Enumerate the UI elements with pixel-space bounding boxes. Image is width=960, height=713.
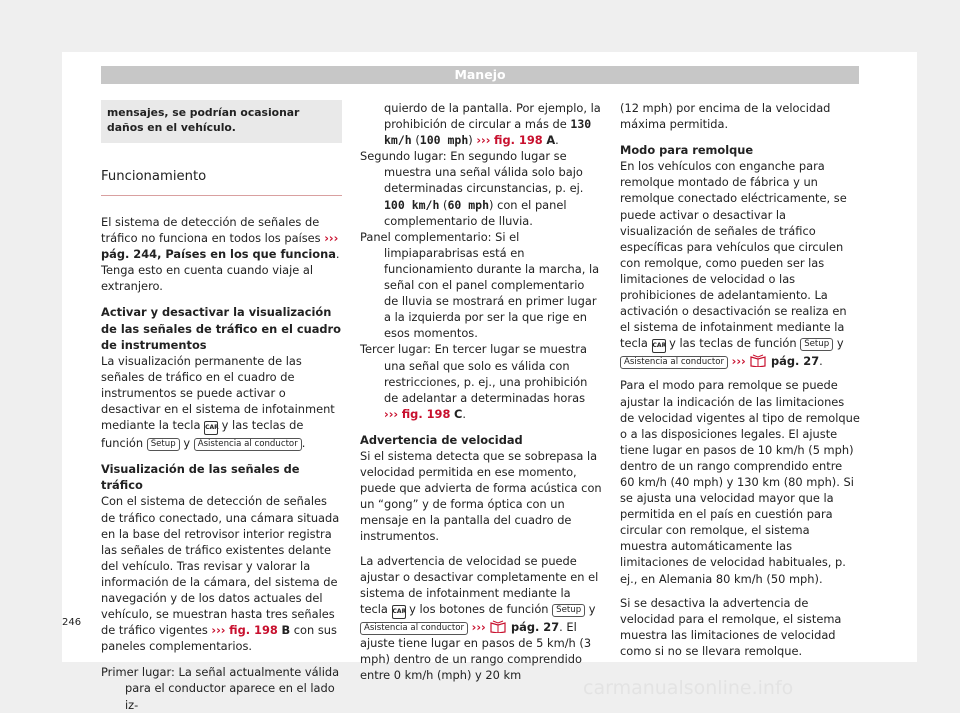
list-item: Tercer lugar: En tercer lugar se muestra una señal que solo es válida con restricciones, p. ej., una prohibición de adelantar a determinadas horas ››› fig. 198 C. bbox=[360, 342, 588, 421]
car-key-icon: CAR bbox=[392, 605, 406, 619]
cross-ref-link[interactable]: pág. 244, Países en los que funciona bbox=[101, 247, 336, 262]
paragraph: Si el sistema detecta que se sobrepasa la velocidad permitida en ese momento, puede que advierta de forma acústica con un “gong” y de forma óptica con un mensaje en la pantalla del cuadro de instrumentos. bbox=[360, 448, 602, 544]
subheading: Visualización de las señales de tráfico bbox=[101, 462, 300, 493]
paragraph: En los vehículos con enganche para remolque montado de fábrica y un remolque conectado eléctricamente, se puede activar o desactivar la visualización de señales de tráfico específicas para vehículos que circulen con remolque, como pueden ser las limitaciones de velocidad o las prohibiciones de adelantamiento. La activación o desactivación se realiza en el sistema de infotainment mediante la tecla CAR y las teclas de función Setup y Asistencia al conductor ››› pág. 27. bbox=[620, 159, 847, 369]
list-item-continuation: quierdo de la pantalla. Por ejemplo, la prohibición de circular a más de 130 km/h (100 mph) ››› fig. 198 A. bbox=[384, 101, 601, 148]
driver-assist-button-icon: Asistencia al conductor bbox=[360, 622, 468, 635]
warning-box: mensajes, se podrían ocasionar daños en el vehículo. bbox=[101, 100, 342, 143]
list-item: Primer lugar: La señal actualmente válida para el conductor aparece en el lado iz- bbox=[101, 665, 340, 712]
column-2 bbox=[360, 100, 602, 683]
setup-button-icon: Setup bbox=[800, 338, 833, 351]
paragraph: Si se desactiva la advertencia de velocidad para el remolque, el sistema muestra las limitaciones de velocidad como si no se llevara remolque. bbox=[620, 595, 842, 658]
page-link[interactable]: pág. 27 bbox=[771, 354, 820, 369]
cross-ref-arrows: ››› bbox=[324, 231, 339, 246]
driver-assist-button-icon: Asistencia al conductor bbox=[620, 356, 728, 369]
driver-assist-button-icon: Asistencia al conductor bbox=[194, 438, 302, 451]
list-item: Segundo lugar: En segundo lugar se muestra una señal válida solo bajo determinadas circunstancias, p. ej. 100 km/h (60 mph) con el panel complementario de lluvia. bbox=[360, 149, 584, 228]
manual-book-icon bbox=[749, 354, 767, 367]
section-title: Funcionamiento bbox=[101, 169, 342, 196]
paragraph: La visualización permanente de las señales de tráfico en el cuadro de instrumentos se puede activar o desactivar en el sistema de infotainment mediante la tecla CAR y las teclas de función Setup y Asistencia al conductor . bbox=[101, 353, 335, 451]
column-3 bbox=[620, 100, 860, 659]
car-key-icon: CAR bbox=[652, 339, 666, 353]
figure-link[interactable]: fig. 198 bbox=[401, 406, 451, 421]
paragraph: El sistema de detección de señales de tráfico no funciona en todos los países ››› pág. 244, Países en los que funciona. Tenga esto en cuenta cuando viaje al extranjero. bbox=[101, 215, 340, 294]
page-link[interactable]: pág. 27 bbox=[511, 619, 560, 634]
subheading: Activar y desactivar la visualización de las señales de tráfico en el cuadro de instrumentos bbox=[101, 305, 341, 352]
watermark: carmanualsonline.info bbox=[583, 677, 794, 699]
figure-link[interactable]: fig. 198 bbox=[229, 623, 278, 638]
column-1 bbox=[101, 100, 342, 713]
car-key-icon: CAR bbox=[204, 421, 218, 435]
list-item: Panel complementario: Si el limpiaparabrisas está en funcionamiento durante la marcha, la señal con el panel complementario de lluvia se mostrará en primer lugar a la izquierda por ser la que rige en esos momentos. bbox=[360, 229, 600, 341]
manual-book-icon bbox=[489, 620, 507, 633]
paragraph: La advertencia de velocidad se puede ajustar o desactivar completamente en el sistema de infotainment mediante la tecla CAR y los botones de función Setup y Asistencia al conductor ››› pág. 27. El ajuste tiene lugar en pasos de 5 km/h (3 mph) dentro de un rango comprendido entre 0 km/h (mph) y 20 km bbox=[360, 553, 599, 683]
paragraph: Para el modo para remolque se puede ajustar la indicación de las limitaciones de velocidad vigentes al tipo de remolque o a las disposiciones legales. El ajuste tiene lugar en pasos de 10 km/h (5 mph) dentro de un rango comprendido entre 60 km/h (40 mph) y 130 km (80 mph). Si se ajusta una velocidad mayor que la permitida en el país en cuestión para circular con remolque, el sistema muestra automáticamente las limitaciones de velocidad habituales, p. ej., en Alemania 80 km/h (50 mph). bbox=[620, 378, 860, 586]
paragraph: (12 mph) por encima de la velocidad máxima permitida. bbox=[620, 101, 831, 132]
page-number: 246 bbox=[62, 617, 82, 628]
paragraph: Con el sistema de detección de señales de tráfico conectado, una cámara situada en la base del retrovisor interior registra las señales de tráfico existentes delante del vehículo. Tras revisar y valorar la información de la cámara, del sistema de navegación y de los datos actuales del vehículo, se muestran hasta tres señales de tráfico vigentes ››› fig. 198 B con sus paneles complementarios. bbox=[101, 494, 340, 654]
section-header: Manejo bbox=[101, 66, 859, 84]
setup-button-icon: Setup bbox=[552, 604, 585, 617]
subheading: Advertencia de velocidad bbox=[360, 432, 523, 447]
subheading: Modo para remolque bbox=[620, 143, 754, 158]
figure-link[interactable]: fig. 198 bbox=[494, 133, 543, 148]
setup-button-icon: Setup bbox=[147, 438, 180, 451]
